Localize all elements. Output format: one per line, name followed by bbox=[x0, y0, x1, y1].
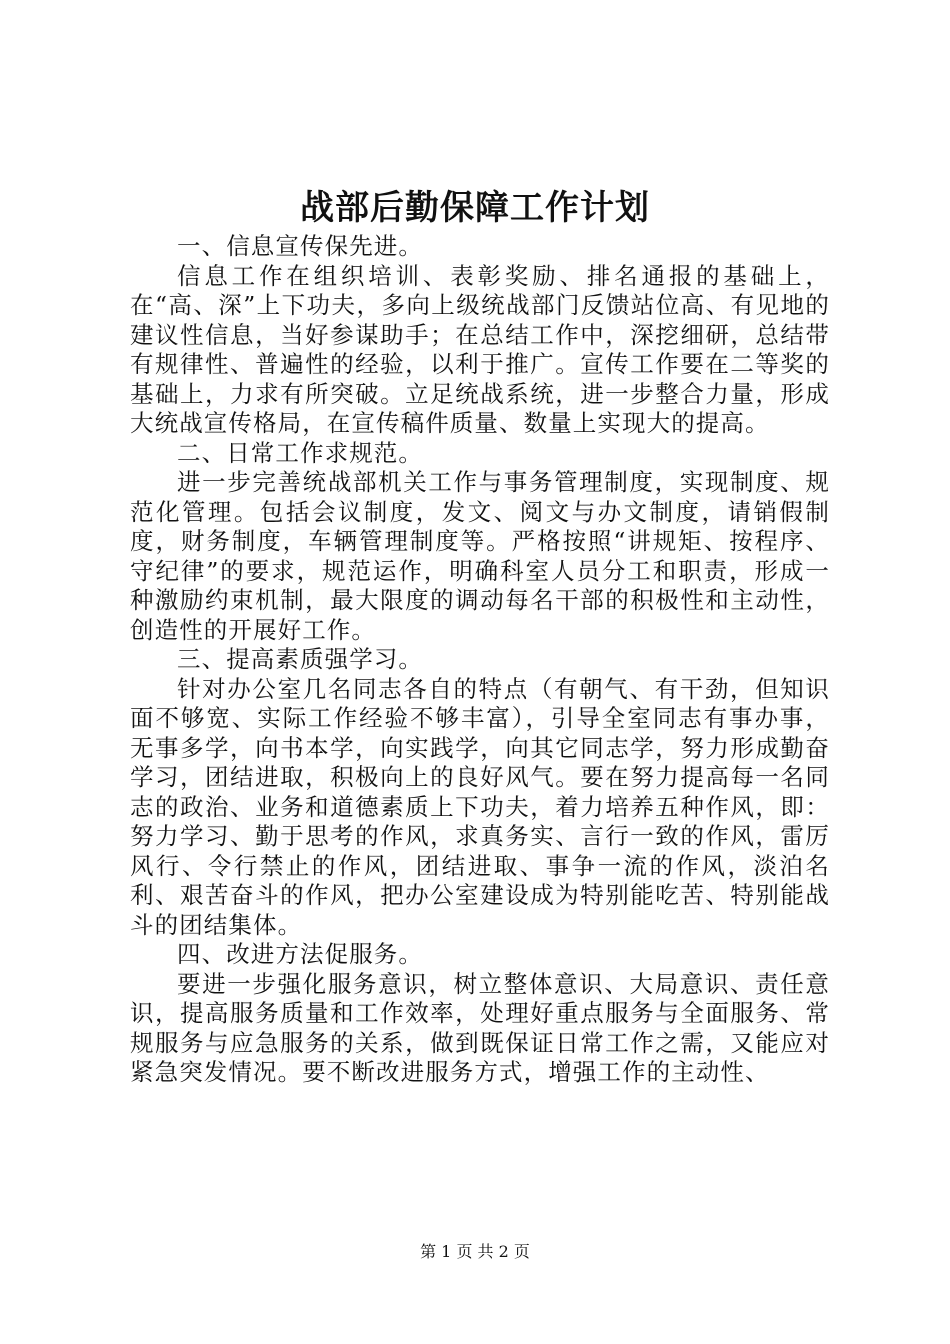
page-footer: 第 1 页 共 2 页 bbox=[420, 1242, 530, 1261]
paragraph-2: 进一步完善统战部机关工作与事务管理制度，实现制度、规范化管理。包括会议制度，发文、阅文与办文制度，请销假制度，财务制度，车辆管理制度等。严格按照“讲规矩、按程序、守纪律”的要求，规范运作，明确科室人员分工和职责，形成一种激励约束机制，最大限度的调动每名干部的积极性和主动性，创造性的开展好工作。 bbox=[130, 468, 830, 644]
section-heading-2: 二、日常工作求规范。 bbox=[177, 438, 423, 467]
section-heading-4: 四、改进方法促服务。 bbox=[177, 940, 423, 968]
section-heading-3: 三、提高素质强学习。 bbox=[177, 645, 423, 673]
document-title: 战部后勤保障工作计划 bbox=[300, 188, 650, 228]
document-body bbox=[130, 232, 830, 1088]
paragraph-1: 信息工作在组织培训、表彰奖励、排名通报的基础上，在“高、深”上下功夫，多向上级统战部门反馈站位高、有见地的建议性信息，当好参谋助手；在总结工作中，深挖细研，总结带有规律性、普遍性的经验，以利于推广。宣传工作要在二等奖的基础上，力求有所突破。立足统战系统，进一步整合力量，形成大统战宣传格局，在宣传稿件质量、数量上实现大的提高。 bbox=[130, 261, 830, 437]
section-heading-1: 一、信息宣传保先进。 bbox=[177, 232, 423, 260]
paragraph-3: 针对办公室几名同志各自的特点（有朝气、有干劲，但知识面不够宽、实际工作经验不够丰富），引导全室同志有事办事，无事多学，向书本学，向实践学，向其它同志学，努力形成勤奋学习，团结进取，积极向上的良好风气。要在努力提高每一名同志的政治、业务和道德素质上下功夫，着力培养五种作风，即：努力学习、勤于思考的作风，求真务实、言行一致的作风，雷厉风行、令行禁止的作风，团结进取、事争一流的作风，淡泊名利、艰苦奋斗的作风，把办公室建设成为特别能吃苦、特别能战斗的团结集体。 bbox=[130, 674, 830, 939]
paragraph-4: 要进一步强化服务意识，树立整体意识、大局意识、责任意识，提高服务质量和工作效率，处理好重点服务与全面服务、常规服务与应急服务的关系，做到既保证日常工作之需，又能应对紧急突发情况。要不断改进服务方式，增强工作的主动性、 bbox=[130, 969, 830, 1086]
